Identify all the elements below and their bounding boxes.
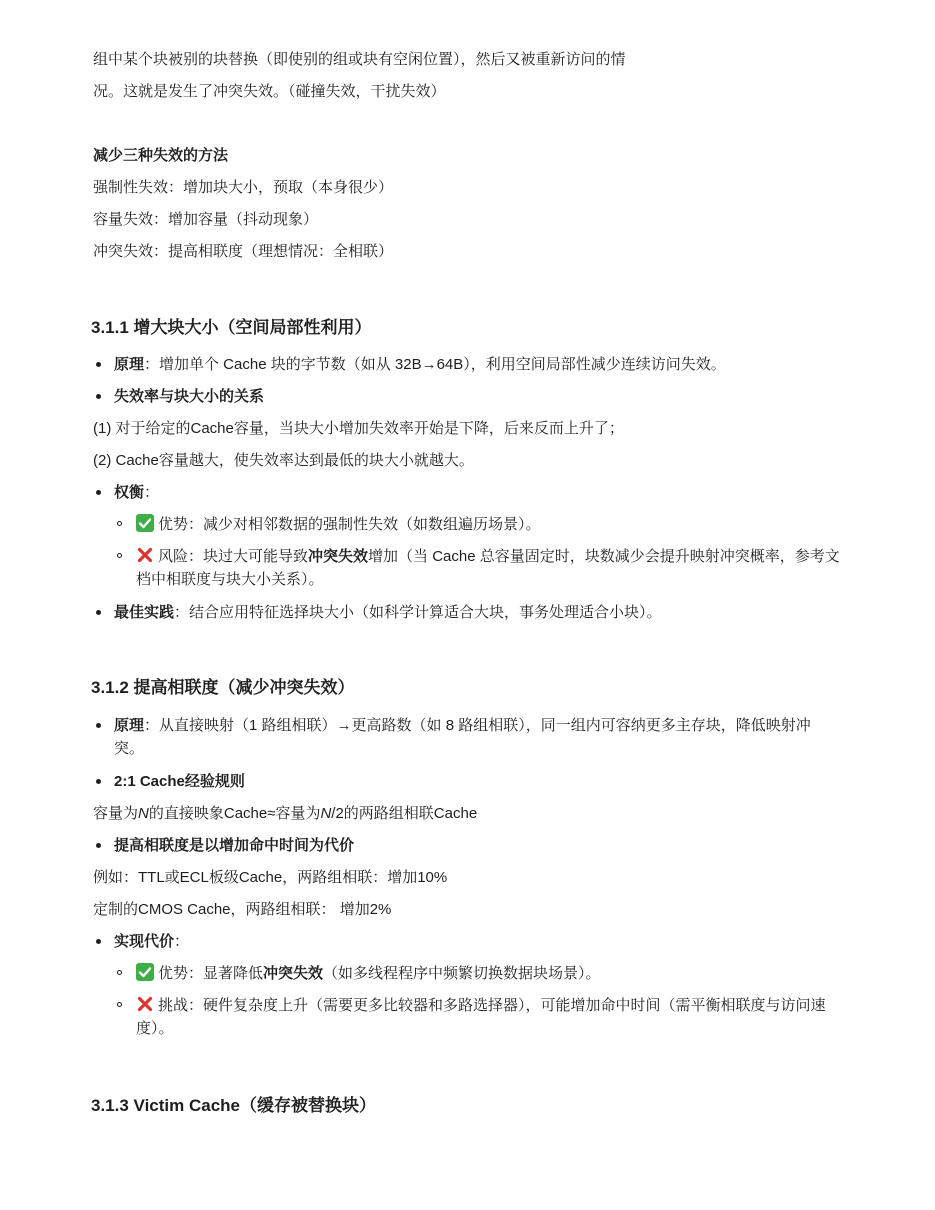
sub-bullet-circle bbox=[117, 1002, 122, 1007]
section-313-heading: 3.1.3 Victim Cache（缓存被替换块） bbox=[91, 1096, 376, 1115]
check-mark-icon bbox=[136, 963, 154, 981]
s311-principle-item bbox=[114, 353, 854, 376]
methods-compulsory: 强制性失效：增加块大小，预取（本身很少） bbox=[93, 179, 394, 196]
s312-adv-prefix: 优势：显著降低 bbox=[158, 965, 264, 982]
s312-cost-label: 提高相联度是以增加命中时间为代价 bbox=[114, 837, 355, 854]
cross-mark-icon bbox=[136, 546, 154, 564]
s312-challenge-item bbox=[136, 994, 828, 1040]
section-311-heading: 3.1.1 增大块大小（空间局部性利用） bbox=[91, 318, 372, 337]
bullet-dot bbox=[96, 394, 101, 399]
sub-bullet-circle bbox=[117, 553, 122, 558]
bullet-dot bbox=[96, 939, 101, 944]
sub-bullet-circle bbox=[117, 970, 122, 975]
rule-n1: N bbox=[138, 805, 149, 822]
s311-tradeoff-colon: ： bbox=[144, 484, 160, 501]
bullet-dot bbox=[96, 610, 101, 615]
s312-advantage-item bbox=[136, 962, 836, 985]
s312-principle-item bbox=[114, 714, 829, 760]
s311-best-label: 最佳实践 bbox=[114, 604, 175, 621]
bullet-dot bbox=[96, 723, 101, 728]
rule-pre: 容量为 bbox=[93, 805, 139, 822]
s312-adv-bold: 冲突失效 bbox=[263, 965, 324, 982]
s312-principle-label: 原理 bbox=[114, 717, 145, 734]
s311-best-item bbox=[114, 601, 854, 624]
bullet-dot bbox=[96, 843, 101, 848]
s312-rule-label: 2:1 Cache经验规则 bbox=[114, 773, 245, 790]
bullet-dot bbox=[96, 362, 101, 367]
s311-principle-text: ：增加单个 Cache 块的字节数（如从 32B→64B），利用空间局部性减少连续访问失效。 bbox=[144, 356, 726, 373]
methods-conflict: 冲突失效：提高相联度（理想情况：全相联） bbox=[93, 243, 394, 260]
intro-line-2: 况。这就是发生了冲突失效。（碰撞失效，干扰失效） bbox=[93, 83, 446, 100]
s311-relation-item bbox=[114, 385, 264, 408]
check-mark-icon bbox=[136, 514, 154, 532]
s312-adv-suffix: （如多线程程序中频繁切换数据块场景）。 bbox=[323, 965, 601, 982]
s311-relation-2: (2) Cache容量越大，使失效率达到最低的块大小就越大。 bbox=[93, 452, 474, 469]
s312-example-2: 定制的CMOS Cache，两路组相联： 增加2% bbox=[93, 901, 392, 918]
s312-challenge-text: 挑战：硬件复杂度上升（需要更多比较器和多路选择器），可能增加命中时间（需平衡相联度与访问速度）。 bbox=[136, 997, 826, 1037]
s312-example-1: 例如：TTL或ECL板级Cache，两路组相联：增加10% bbox=[93, 869, 448, 886]
rule-post: /2的两路组相联Cache bbox=[331, 805, 478, 822]
rule-n2: N bbox=[320, 805, 332, 822]
s311-best-text: ：结合应用特征选择块大小（如科学计算适合大块，事务处理适合小块）。 bbox=[174, 604, 662, 621]
s311-risk-bold: 冲突失效 bbox=[308, 548, 369, 565]
s311-risk-suffix: 增加（当 Cache 总容量固定时，块数减少会提升映射冲突概率，参考文档中相联度与块大小关系）。 bbox=[136, 548, 840, 588]
s312-impl-item bbox=[114, 930, 189, 953]
s311-relation-1: (1) 对于给定的Cache容量，当块大小增加失效率开始是下降，后来反而上升了； bbox=[93, 420, 624, 437]
s311-advantage-item bbox=[136, 513, 851, 536]
s312-rule-item bbox=[114, 770, 245, 793]
s311-risk-prefix: 风险：块过大可能导致 bbox=[158, 548, 309, 565]
rule-mid: 的直接映象Cache≈容量为 bbox=[148, 805, 321, 822]
s311-relation-label: 失效率与块大小的关系 bbox=[114, 388, 265, 405]
s312-principle-text: ：从直接映射（1 路组相联）→更高路数（如 8 路组相联），同一组内可容纳更多主存块，降低映射冲突。 bbox=[114, 717, 811, 757]
section-312-heading: 3.1.2 提高相联度（减少冲突失效） bbox=[91, 678, 355, 697]
s311-principle-label: 原理 bbox=[114, 356, 145, 373]
methods-capacity: 容量失效：增加容量（抖动现象） bbox=[93, 211, 319, 228]
cross-mark-icon bbox=[136, 995, 154, 1013]
sub-bullet-circle bbox=[117, 521, 122, 526]
s311-tradeoff-item bbox=[114, 481, 159, 504]
bullet-dot bbox=[96, 779, 101, 784]
s311-risk-item bbox=[136, 545, 851, 591]
s311-advantage-text: 优势：减少对相邻数据的强制性失效（如数组遍历场景）。 bbox=[158, 516, 541, 533]
s311-tradeoff-label: 权衡 bbox=[114, 484, 145, 501]
intro-line-1: 组中某个块被别的块替换（即使别的组或块有空闲位置），然后又被重新访问的情 bbox=[93, 51, 626, 68]
bullet-dot bbox=[96, 490, 101, 495]
s312-impl-colon: ： bbox=[174, 933, 190, 950]
s312-cost-item bbox=[114, 834, 354, 857]
s312-impl-label: 实现代价 bbox=[114, 933, 175, 950]
s312-rule-text bbox=[93, 802, 477, 825]
methods-title: 减少三种失效的方法 bbox=[93, 147, 229, 164]
